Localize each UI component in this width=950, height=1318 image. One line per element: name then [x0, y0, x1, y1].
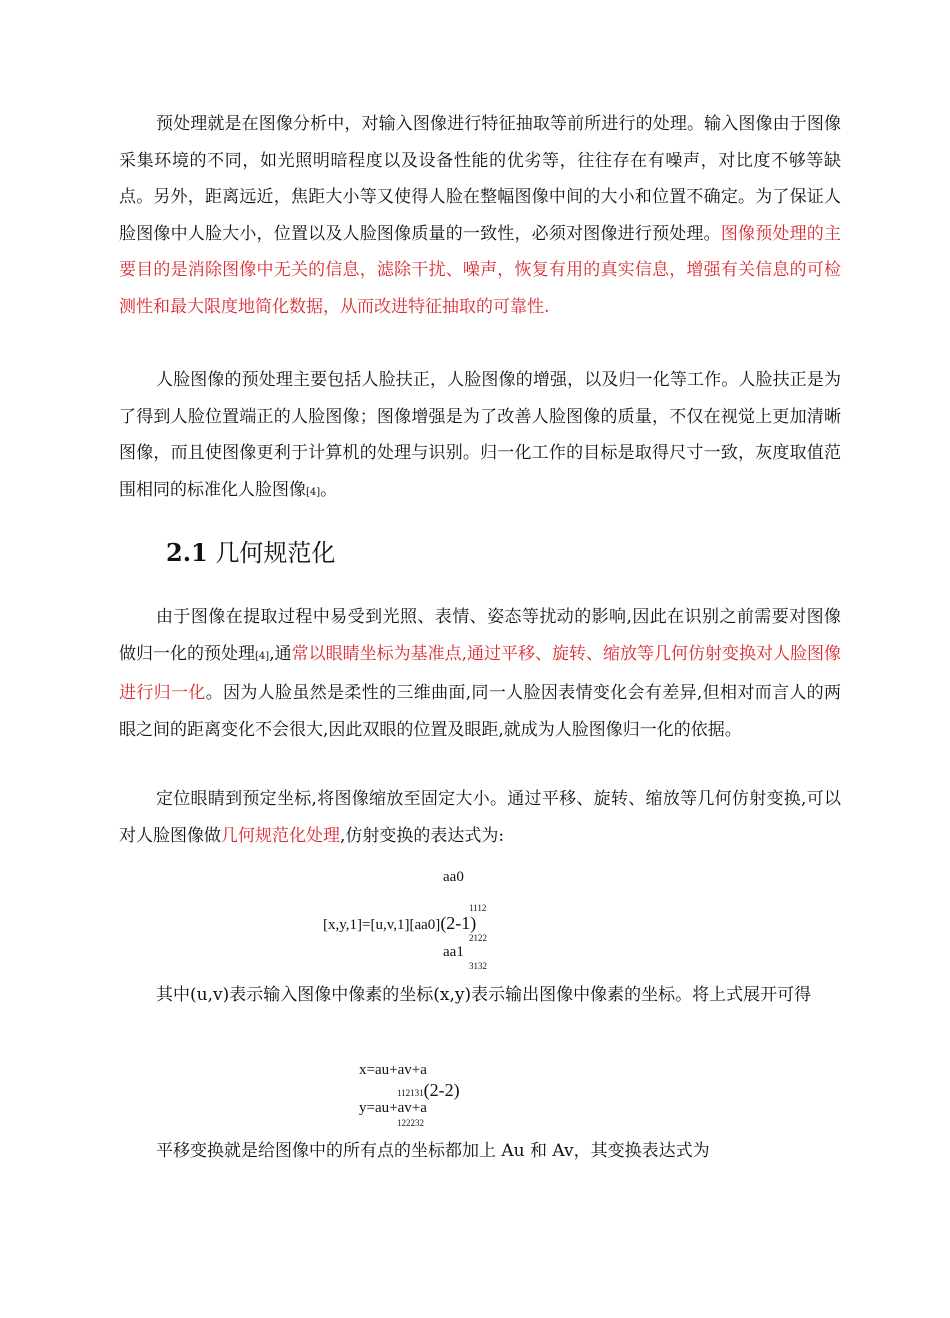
equation-row: aa0 — [443, 869, 464, 885]
citation-ref: [4] — [255, 650, 270, 662]
paragraph-end: 。 — [320, 479, 338, 500]
paragraph-preprocessing-intro — [119, 106, 841, 326]
paragraph-translation — [119, 1133, 841, 1170]
equation-subscript: 2122 — [469, 933, 487, 943]
paragraph-preprocessing-content — [119, 362, 841, 511]
paragraph-text: ,仿射变换的表达式为: — [340, 825, 505, 846]
equation-body: [x,y,1]=[u,v,1][aa0] — [323, 917, 441, 933]
equation-subscript: 122232 — [397, 1118, 424, 1128]
equation-label: (2-2) — [423, 1080, 460, 1100]
paragraph-text: 平移变换就是给图像中的所有点的坐标都加上 Au 和 Av，其变换表达式为 — [156, 1141, 710, 1161]
highlighted-text: 图像预处理的主要目的是消除图像中无关的信息，滤除干扰、噪声，恢复有用的真实信息，增强有关信息的可检测性和最大限度地简化数据，从而改进特征抽取的可靠性. — [119, 223, 841, 317]
equation-mid — [397, 1081, 460, 1101]
equation-subscript: 3132 — [469, 961, 487, 971]
paragraph-geometric-normalization — [119, 599, 841, 748]
paragraph-text: ,通 — [269, 643, 292, 664]
highlighted-text: 几何规范化处理 — [221, 825, 340, 846]
equation-row: aa1 — [443, 944, 464, 960]
paragraph-text: 。因为人脸虽然是柔性的三维曲面,同一人脸因表情变化会有差异,但相对而言人的两眼之间的距离变化不会很大,因此双眼的位置及眼距,就成为人脸图像归一化的依据。 — [119, 683, 842, 740]
equation-label: (2-1) — [440, 913, 477, 933]
section-number: 2.1 — [166, 538, 208, 567]
paragraph-text: 定位眼睛到预定坐标,将图像缩放至固定大小。通过平移、旋转、缩放等几何仿射变换,可以对人脸图像做 — [119, 789, 841, 846]
paragraph-text: 人脸图像的预处理主要包括人脸扶正，人脸图像的增强，以及归一化等工作。人脸扶正是为了得到人脸位置端正的人脸图像；图像增强是为了改善人脸图像的质量，不仅在视觉上更加清晰图像，而且使图像更利于计算机的处理与识别。归一化工作的目标是取得尺寸一致，灰度取值范围相同的标准化人脸图像 — [119, 370, 841, 500]
equation-line: y=au+av+a — [359, 1100, 427, 1116]
equation-subscript: 1112 — [469, 903, 487, 913]
section-title: 几何规范化 — [207, 539, 336, 567]
section-heading — [166, 533, 335, 573]
highlighted-text: 常以眼睛坐标为基准点,通过平移、旋转、缩放等几何仿射变换对人脸图像进行归一化 — [119, 643, 842, 704]
equation-subscript: 112131 — [397, 1088, 424, 1098]
paragraph-text: 由于图像在提取过程中易受到光照、表情、姿态等扰动的影响,因此在识别之前需要对图像做归一化的预处理 — [119, 607, 841, 664]
equation-line: x=au+av+a — [359, 1062, 427, 1078]
equation-main — [323, 914, 476, 934]
citation-ref: [4] — [306, 486, 321, 498]
paragraph-affine-transform — [119, 781, 841, 854]
paragraph-text: 预处理就是在图像分析中，对输入图像进行特征抽取等前所进行的处理。输入图像由于图像采集环境的不同，如光照明暗程度以及设备性能的优劣等，往往存在有噪声，对比度不够等缺点。另外，距离远近，焦距大小等又使得人脸在整幅图像中间的大小和位置不确定。为了保证人脸图像中人脸大小，位置以及人脸图像质量的一致性，必须对图像进行预处理。 — [119, 114, 841, 244]
paragraph-coordinates — [119, 977, 841, 1014]
paragraph-text: 其中(u,v)表示输入图像中像素的坐标(x,y)表示输出图像中像素的坐标。将上式展开可得 — [156, 985, 812, 1005]
